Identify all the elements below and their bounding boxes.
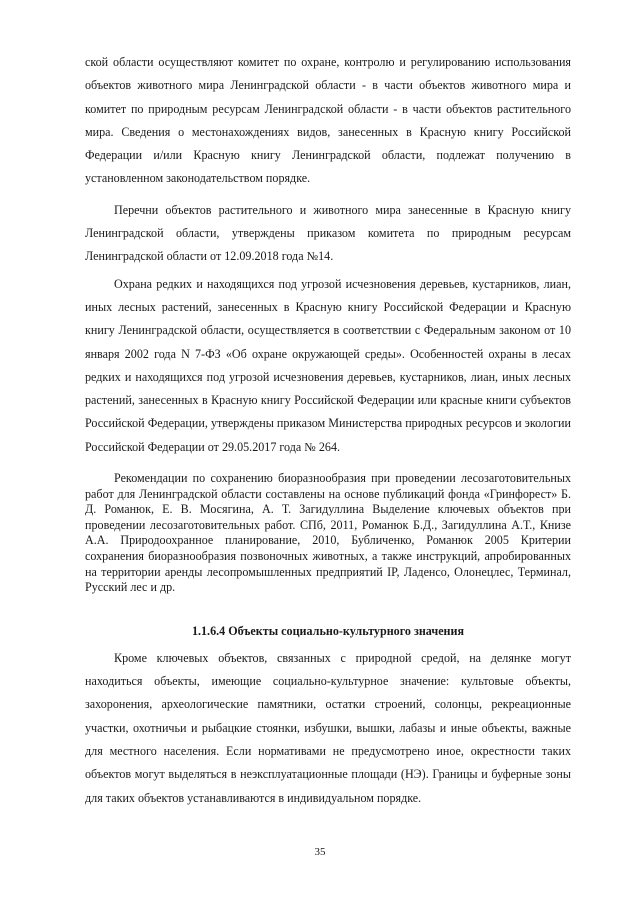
paragraph-red-book-lists: Перечни объектов растительного и животного мира занесенные в Красную книгу Ленинградской области, утверждены приказом комитета по природным ресурсам Ленинградской области от 12.09.2018 года №14. bbox=[85, 202, 571, 264]
document-body bbox=[85, 48, 571, 810]
paragraph-continued: ской области осуществляют комитет по охране, контролю и регулированию использования объектов животного мира Ленинградской области - в части объектов животного мира и комитет по природным ресурсам Ленинградской области - в части объектов растительного мира. Сведения о местонахождениях видов, занесенных в Красную книгу Российской Федерации и/или Красную книгу Ленинградской области, подлежат получению в установленном законодательством порядке. bbox=[85, 55, 571, 186]
paragraph-sociocultural: Кроме ключевых объектов, связанных с природной средой, на делянке могут находиться объекты, имеющие социально-культурное значение: культовые объекты, захоронения, археологические памятники, остатки строений, солонцы, рекреационные участки, охотничьи и рыбацкие стоянки, избушки, вышки, лабазы и иные объекты, важные для местного населения. Если нормативами не предусмотрено иное, окрестности таких объектов могут выделяться в неэксплуатационные площади (НЭ). Границы и буферные зоны для таких объектов устанавливаются в индивидуальном порядке. bbox=[85, 650, 571, 805]
section-heading: 1.1.6.4 Объекты социально-культурного значения bbox=[191, 623, 465, 638]
paragraph-protection: Охрана редких и находящихся под угрозой исчезновения деревьев, кустарников, лиан, иных лесных растений, занесенных в Красную книгу Российской Федерации и Красную книгу Ленинградской области, осуществляется в соответствии с Федеральным законом от 10 января 2002 года N 7-ФЗ «Об охране окружающей среды». Особенностей охраны в лесах редких и находящихся под угрозой исчезновения деревьев, кустарников, лиан, иных лесных растений, занесенных в Красную книгу Российской Федерации или красные книги субъектов Российской Федерации, утверждены приказом Министерства природных ресурсов и экологии Российской Федерации от 29.05.2017 года № 264. bbox=[85, 276, 571, 454]
page-number: 35 bbox=[314, 846, 326, 858]
paragraph-recommendations: Рекомендации по сохранению биоразнообразия при проведении лесозаготовительных работ для Ленинградской области составлены на основе публикаций фонда «Гринфорест» Б. Д. Романюк, Е. В. Мосягина, А. Т. Загидуллина Выделение ключевых объектов при проведении лесозаготовительных работ. СПб, 2011, Романюк Б.Д., Загидуллина А.Т., Книзе А.А. Природоохранное планирование, 2010, Бубличенко, Романюк 2005 Критерии сохранения биоразнообразия позвоночных животных, а также инструкций, апробированных на территории аренды лесопромышленных предприятий IP, Ладенсо, Олонецлес, Терминал, Русский лес и др. bbox=[85, 471, 571, 595]
